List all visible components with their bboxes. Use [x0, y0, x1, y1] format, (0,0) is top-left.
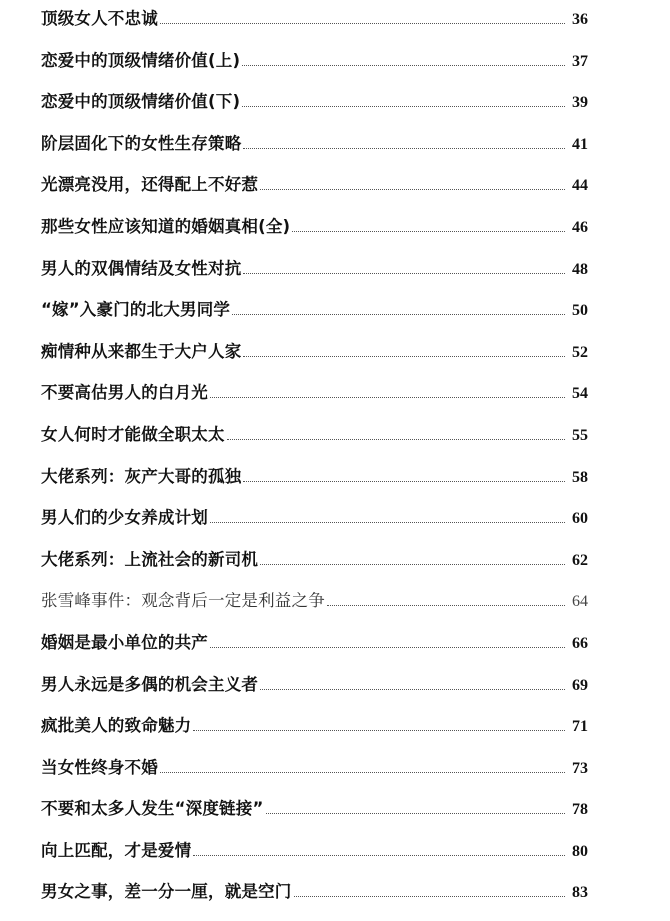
toc-entry-page-number: 37 [572, 52, 588, 70]
toc-entry-page-number: 62 [572, 551, 588, 569]
toc-entry[interactable] [41, 505, 588, 547]
toc-dot-leader [266, 813, 566, 814]
toc-dot-leader [210, 397, 565, 398]
toc-entry[interactable] [41, 838, 588, 880]
toc-entry[interactable] [41, 713, 588, 755]
toc-entry-title: 婚姻是最小单位的共产 [41, 632, 208, 652]
toc-entry-page-number: 55 [572, 426, 588, 444]
toc-dot-leader [243, 273, 565, 274]
toc-entry-page-number: 36 [572, 11, 588, 28]
toc-entry-page-number: 46 [572, 218, 588, 236]
toc-entry[interactable] [41, 297, 588, 339]
toc-dot-leader [232, 314, 565, 315]
toc-entry[interactable] [41, 380, 588, 422]
toc-entry-title: 不要和太多人发生“深度链接” [41, 799, 264, 819]
toc-dot-leader [210, 647, 565, 648]
toc-entry[interactable] [41, 6, 588, 48]
toc-dot-leader [243, 148, 565, 149]
toc-entry-title: 那些女性应该知道的婚姻真相(全) [41, 216, 291, 236]
toc-entry[interactable] [41, 464, 588, 506]
toc-entry-title: 顶级女人不忠诚 [41, 9, 158, 28]
toc-dot-leader [210, 522, 565, 523]
toc-dot-leader [242, 106, 565, 107]
toc-entry[interactable] [41, 48, 588, 90]
toc-entry-title: 男人们的少女养成计划 [41, 508, 208, 528]
toc-entry-title: 阶层固化下的女性生存策略 [41, 133, 242, 153]
toc-entry-title: 不要高估男人的白月光 [41, 383, 208, 403]
toc-entry[interactable] [41, 422, 588, 464]
toc-entry[interactable] [41, 89, 588, 131]
toc-entry[interactable] [41, 339, 588, 381]
toc-dot-leader [193, 855, 565, 856]
toc-entry-title: 男人永远是多偶的机会主义者 [41, 674, 259, 694]
toc-entry-page-number: 41 [572, 135, 588, 153]
toc-entry-title: 疯批美人的致命魅力 [41, 716, 192, 736]
toc-dot-leader [243, 356, 565, 357]
toc-entry-page-number: 39 [572, 94, 588, 112]
toc-dot-leader [260, 689, 565, 690]
toc-dot-leader [227, 439, 565, 440]
toc-entry[interactable] [41, 755, 588, 797]
toc-entry[interactable] [41, 630, 588, 672]
toc-entry[interactable] [41, 796, 588, 838]
toc-entry-page-number: 73 [572, 759, 588, 777]
toc-entry-title: 男人的双偶情结及女性对抗 [41, 258, 242, 278]
toc-entry-title: 男女之事，差一分一厘，就是空门 [41, 882, 292, 902]
toc-entry-page-number: 80 [572, 842, 588, 860]
toc-entry-title: 当女性终身不婚 [41, 757, 158, 777]
toc-entry-page-number: 44 [572, 177, 588, 195]
toc-entry[interactable] [41, 588, 588, 630]
toc-entry[interactable] [41, 547, 588, 589]
toc-entry-title: 恋爱中的顶级情绪价值(下) [41, 92, 241, 112]
toc-dot-leader [243, 481, 565, 482]
toc-entry-page-number: 69 [572, 676, 588, 694]
toc-entry-page-number: 83 [572, 884, 588, 902]
toc-entry-title: 向上匹配，才是爱情 [41, 840, 192, 860]
toc-entry[interactable] [41, 131, 588, 173]
toc-entry[interactable] [41, 672, 588, 714]
toc-entry-title: 恋爱中的顶级情绪价值(上) [41, 50, 241, 70]
toc-dot-leader [260, 564, 565, 565]
toc-entry-page-number: 58 [572, 468, 588, 486]
toc-entry-title: “嫁”入豪门的北大男同学 [41, 300, 231, 320]
toc-entry[interactable] [41, 172, 588, 214]
toc-entry-title: 大佬系列：灰产大哥的孤独 [41, 466, 242, 486]
table-of-contents [41, 6, 588, 921]
toc-entry-page-number: 54 [572, 385, 588, 403]
toc-entry-page-number: 48 [572, 260, 588, 278]
toc-entry-page-number: 71 [572, 718, 588, 736]
toc-dot-leader [292, 231, 565, 232]
toc-entry-title: 光漂亮没用，还得配上不好惹 [41, 175, 259, 195]
toc-entry-page-number: 52 [572, 343, 588, 361]
toc-entry[interactable] [41, 879, 588, 921]
toc-dot-leader [294, 896, 566, 897]
toc-entry-title: 张雪峰事件：观念背后一定是利益之争 [41, 591, 325, 611]
toc-dot-leader [260, 189, 565, 190]
toc-dot-leader [327, 605, 565, 606]
toc-entry-page-number: 66 [572, 634, 588, 652]
toc-dot-leader [193, 730, 565, 731]
toc-entry-title: 大佬系列：上流社会的新司机 [41, 549, 259, 569]
toc-entry-page-number: 78 [572, 801, 588, 819]
toc-dot-leader [242, 65, 565, 66]
toc-dot-leader [160, 23, 565, 24]
toc-entry-page-number: 50 [572, 302, 588, 320]
toc-entry-page-number: 64 [572, 593, 588, 611]
toc-entry[interactable] [41, 256, 588, 298]
toc-entry-title: 女人何时才能做全职太太 [41, 424, 225, 444]
toc-dot-leader [160, 772, 565, 773]
toc-entry-page-number: 60 [572, 510, 588, 528]
toc-entry[interactable] [41, 214, 588, 256]
toc-entry-title: 痴情种从来都生于大户人家 [41, 341, 242, 361]
